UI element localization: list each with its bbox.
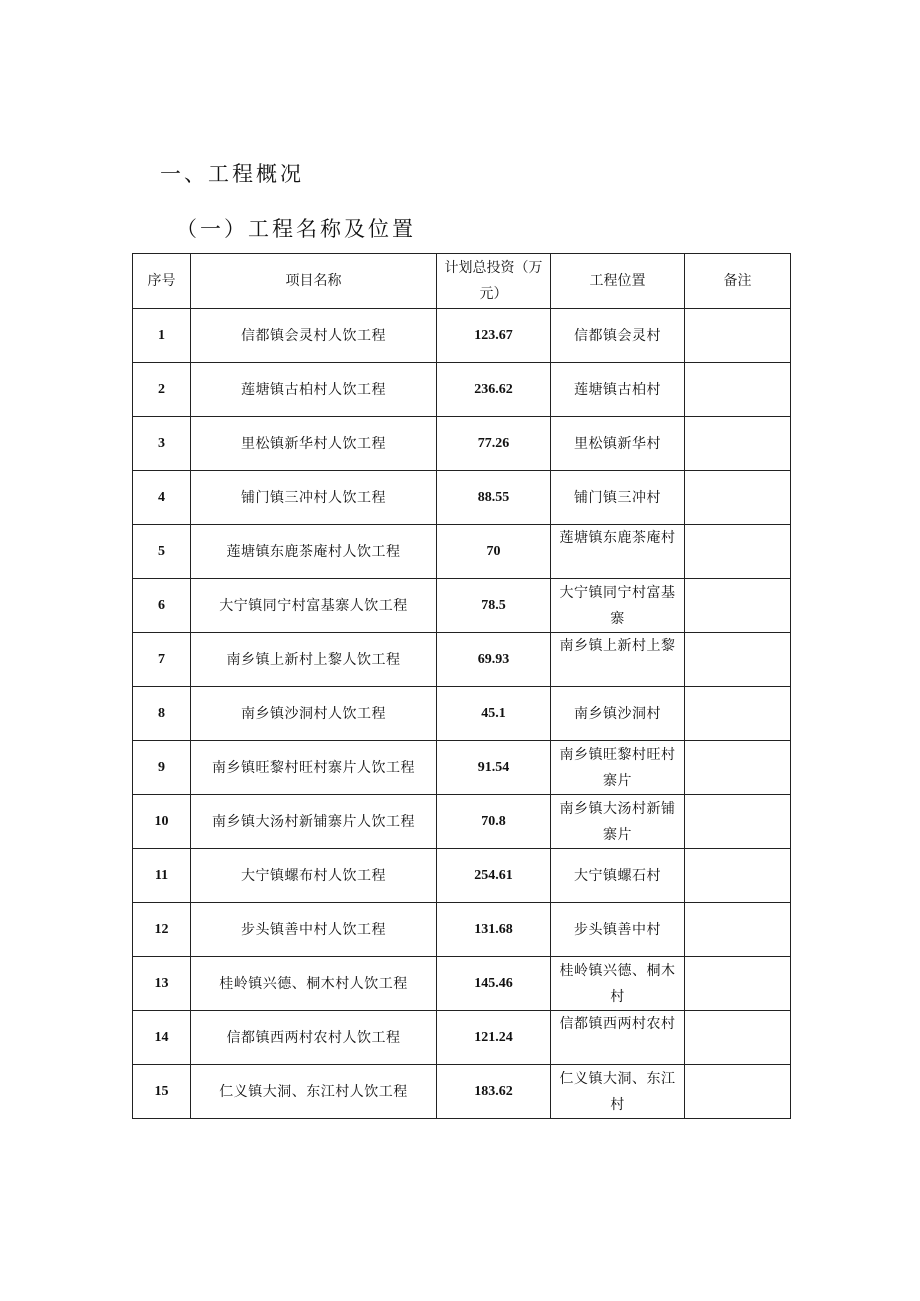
row-no: 2 <box>133 363 191 417</box>
row-remarks <box>685 849 791 903</box>
row-remarks <box>685 741 791 795</box>
row-location: 南乡镇大汤村新铺寨片 <box>551 795 685 849</box>
table-row <box>133 849 791 903</box>
row-remarks <box>685 471 791 525</box>
row-name: 莲塘镇东鹿茶庵村人饮工程 <box>191 525 437 579</box>
row-location: 信都镇西两村农村 <box>551 1011 685 1065</box>
row-name: 铺门镇三冲村人饮工程 <box>191 471 437 525</box>
subsection-title: （一）工程名称及位置 <box>176 217 416 241</box>
row-no: 4 <box>133 471 191 525</box>
row-no: 12 <box>133 903 191 957</box>
row-name: 仁义镇大洞、东江村人饮工程 <box>191 1065 437 1119</box>
row-no: 7 <box>133 633 191 687</box>
row-name: 南乡镇上新村上黎人饮工程 <box>191 633 437 687</box>
row-no: 10 <box>133 795 191 849</box>
row-no: 6 <box>133 579 191 633</box>
header-remarks: 备注 <box>685 254 791 309</box>
row-remarks <box>685 1065 791 1119</box>
row-name: 大宁镇螺布村人饮工程 <box>191 849 437 903</box>
row-name: 信都镇会灵村人饮工程 <box>191 309 437 363</box>
table-row <box>133 1065 791 1119</box>
row-no: 1 <box>133 309 191 363</box>
table-row <box>133 687 791 741</box>
row-remarks <box>685 687 791 741</box>
row-location: 铺门镇三冲村 <box>551 471 685 525</box>
row-location: 南乡镇上新村上黎 <box>551 633 685 687</box>
row-investment: 121.24 <box>437 1011 551 1065</box>
row-location: 仁义镇大洞、东江村 <box>551 1065 685 1119</box>
row-investment: 91.54 <box>437 741 551 795</box>
row-name: 莲塘镇古柏村人饮工程 <box>191 363 437 417</box>
table-row <box>133 579 791 633</box>
row-name: 步头镇善中村人饮工程 <box>191 903 437 957</box>
table-row <box>133 417 791 471</box>
table-header-row <box>133 254 791 309</box>
header-investment: 计划总投资（万元） <box>437 254 551 309</box>
table-row <box>133 795 791 849</box>
row-location: 大宁镇同宁村富基寨 <box>551 579 685 633</box>
row-no: 9 <box>133 741 191 795</box>
row-investment: 69.93 <box>437 633 551 687</box>
table-row <box>133 957 791 1011</box>
row-location: 南乡镇旺黎村旺村寨片 <box>551 741 685 795</box>
row-location: 桂岭镇兴德、桐木村 <box>551 957 685 1011</box>
row-name: 大宁镇同宁村富基寨人饮工程 <box>191 579 437 633</box>
row-location: 莲塘镇东鹿茶庵村 <box>551 525 685 579</box>
row-investment: 78.5 <box>437 579 551 633</box>
row-location: 莲塘镇古柏村 <box>551 363 685 417</box>
table-row <box>133 525 791 579</box>
table-row <box>133 363 791 417</box>
row-name: 南乡镇旺黎村旺村寨片人饮工程 <box>191 741 437 795</box>
row-remarks <box>685 525 791 579</box>
table-row <box>133 633 791 687</box>
row-remarks <box>685 1011 791 1065</box>
row-investment: 77.26 <box>437 417 551 471</box>
row-name: 桂岭镇兴德、桐木村人饮工程 <box>191 957 437 1011</box>
row-remarks <box>685 363 791 417</box>
row-investment: 123.67 <box>437 309 551 363</box>
row-remarks <box>685 579 791 633</box>
row-name: 信都镇西两村农村人饮工程 <box>191 1011 437 1065</box>
row-investment: 183.62 <box>437 1065 551 1119</box>
table-row <box>133 309 791 363</box>
table-row <box>133 741 791 795</box>
row-investment: 236.62 <box>437 363 551 417</box>
header-no: 序号 <box>133 254 191 309</box>
row-no: 11 <box>133 849 191 903</box>
row-remarks <box>685 633 791 687</box>
row-name: 南乡镇大汤村新铺寨片人饮工程 <box>191 795 437 849</box>
row-location: 南乡镇沙洞村 <box>551 687 685 741</box>
row-investment: 45.1 <box>437 687 551 741</box>
section-title: 一、工程概况 <box>160 162 304 186</box>
row-remarks <box>685 309 791 363</box>
row-investment: 145.46 <box>437 957 551 1011</box>
row-remarks <box>685 795 791 849</box>
row-investment: 70 <box>437 525 551 579</box>
row-location: 信都镇会灵村 <box>551 309 685 363</box>
row-no: 8 <box>133 687 191 741</box>
row-no: 14 <box>133 1011 191 1065</box>
table-row <box>133 471 791 525</box>
header-location: 工程位置 <box>551 254 685 309</box>
row-investment: 254.61 <box>437 849 551 903</box>
table-row <box>133 903 791 957</box>
header-name: 项目名称 <box>191 254 437 309</box>
row-name: 南乡镇沙洞村人饮工程 <box>191 687 437 741</box>
row-remarks <box>685 957 791 1011</box>
project-table <box>132 253 791 1119</box>
row-investment: 131.68 <box>437 903 551 957</box>
row-no: 5 <box>133 525 191 579</box>
row-no: 13 <box>133 957 191 1011</box>
row-name: 里松镇新华村人饮工程 <box>191 417 437 471</box>
table-row <box>133 1011 791 1065</box>
row-location: 大宁镇螺石村 <box>551 849 685 903</box>
row-location: 里松镇新华村 <box>551 417 685 471</box>
row-investment: 88.55 <box>437 471 551 525</box>
row-no: 3 <box>133 417 191 471</box>
row-location: 步头镇善中村 <box>551 903 685 957</box>
row-no: 15 <box>133 1065 191 1119</box>
row-remarks <box>685 417 791 471</box>
row-remarks <box>685 903 791 957</box>
row-investment: 70.8 <box>437 795 551 849</box>
